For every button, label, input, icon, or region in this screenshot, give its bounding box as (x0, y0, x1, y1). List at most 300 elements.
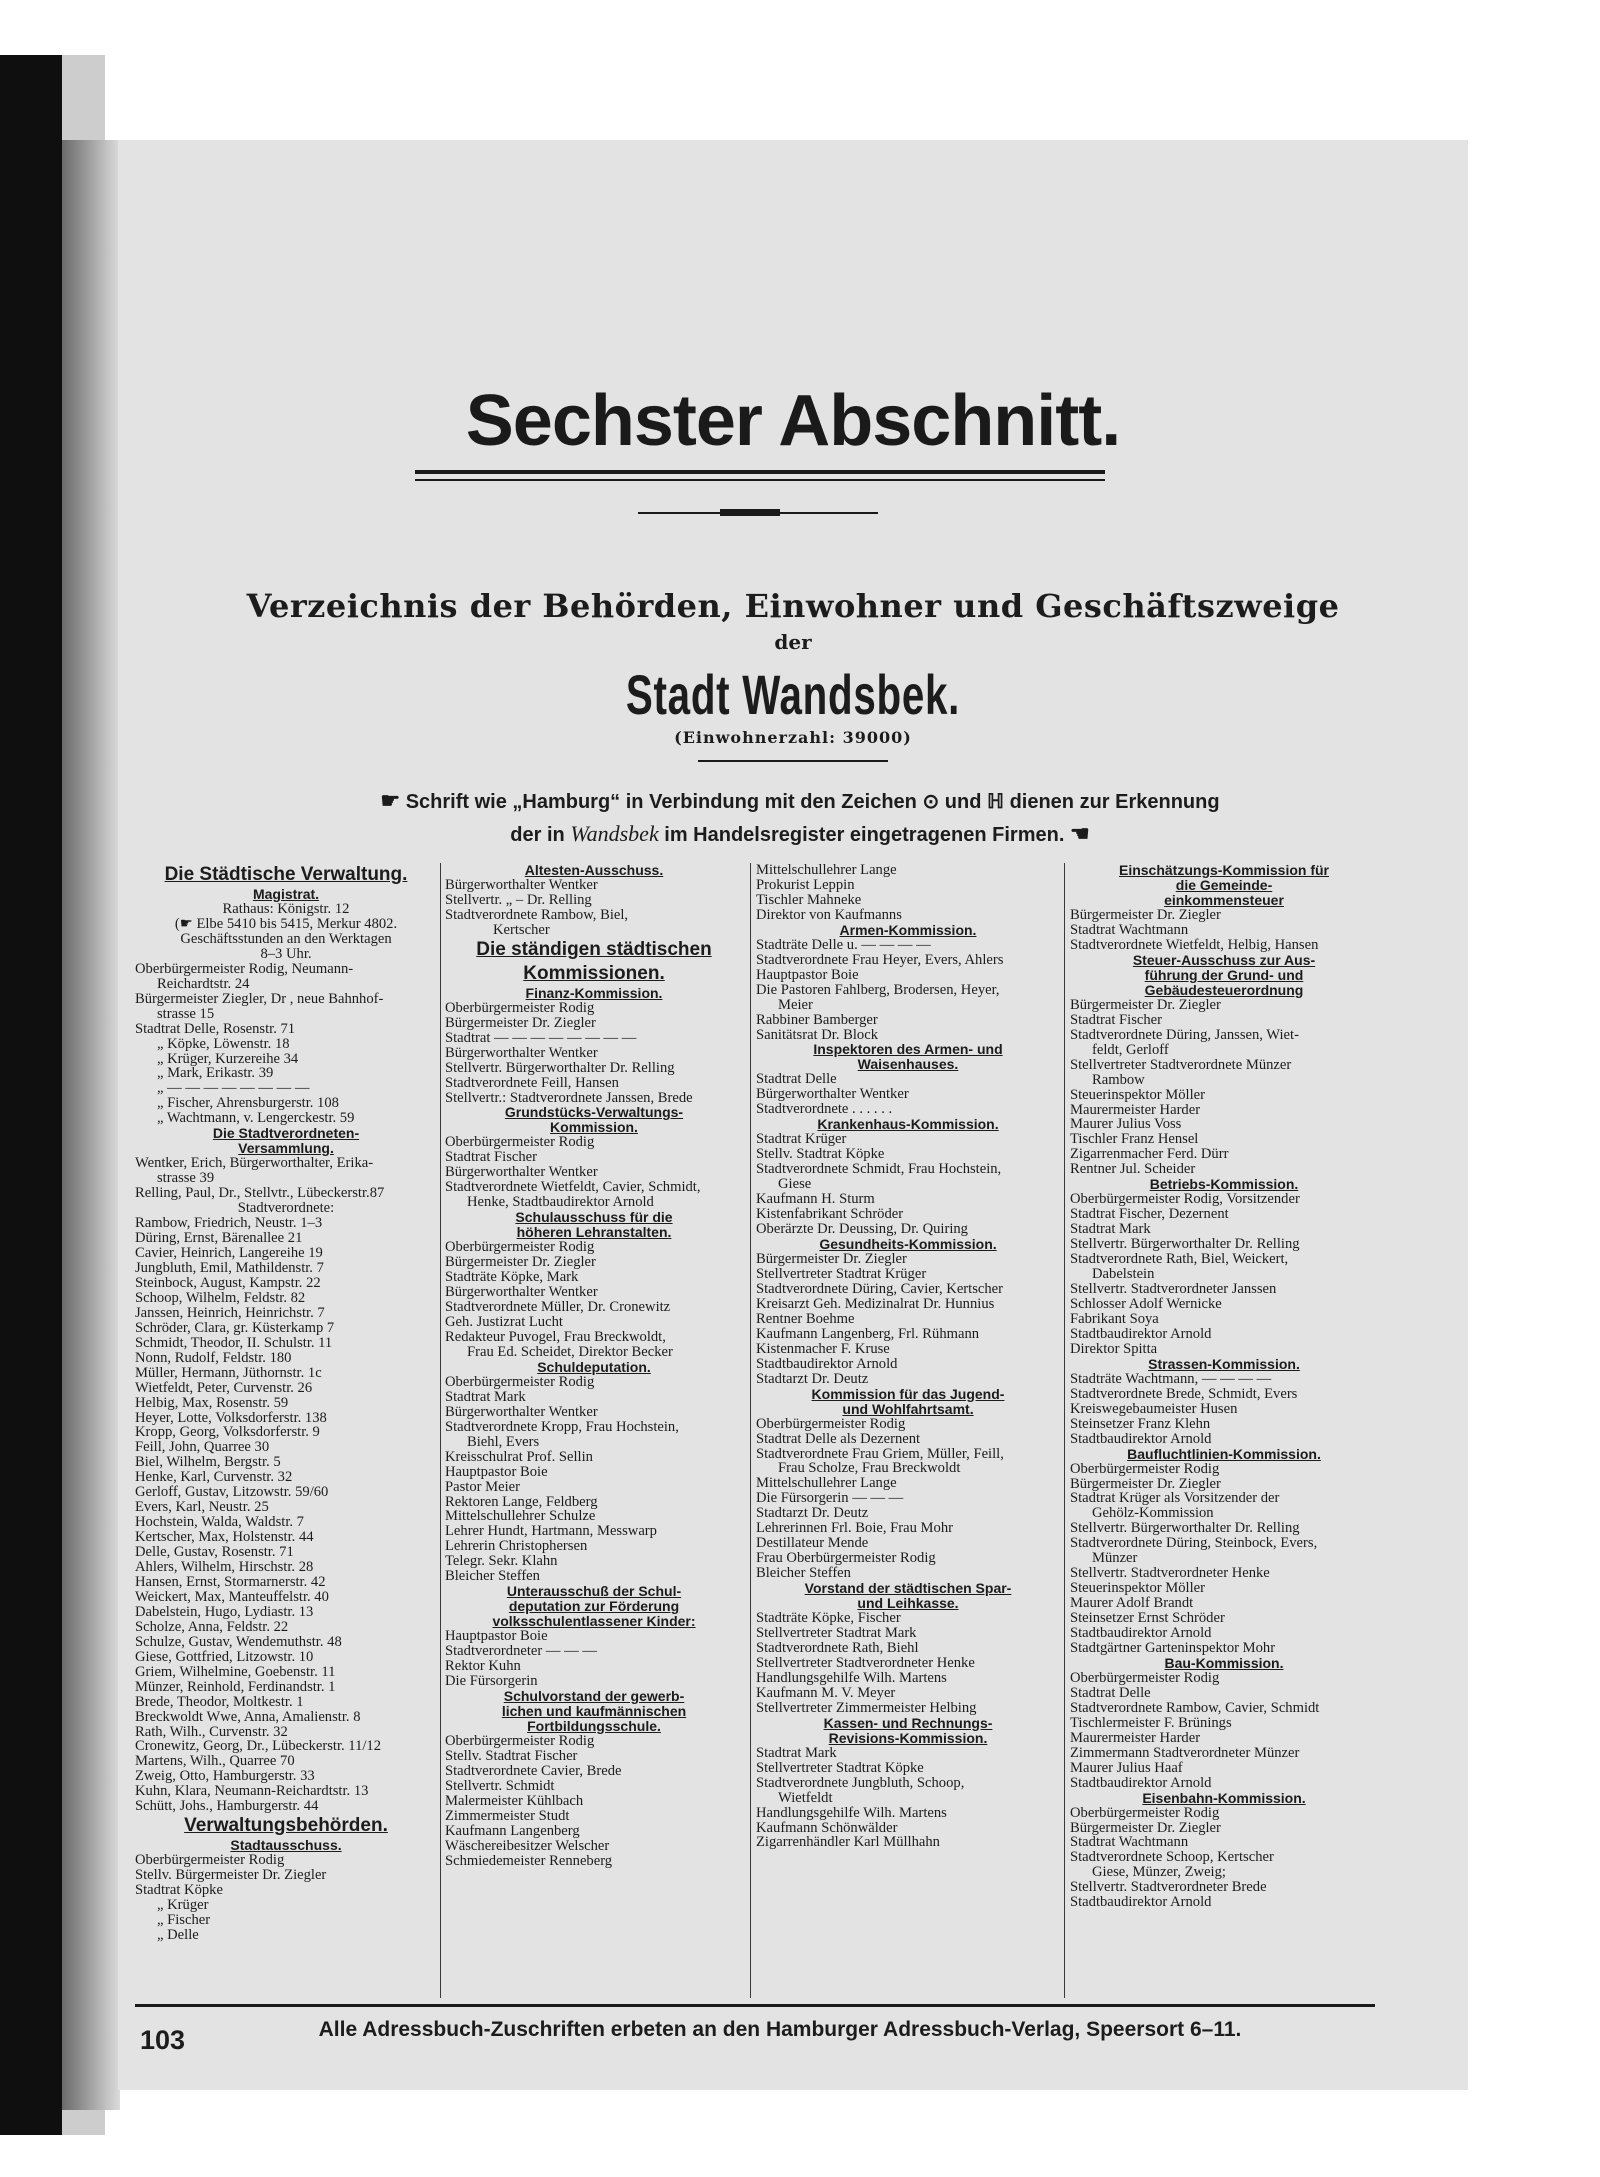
directory-entry: Zimmermann Stadtverordneter Münzer (1070, 1745, 1300, 1761)
section-heading: Schulausschuss für die (515, 1210, 673, 1226)
directory-entry: Tischler Mahneke (756, 892, 862, 908)
section-heading: führung der Grund- und (1144, 967, 1304, 983)
directory-entry: Nonn, Rudolf, Feldstr. 180 (135, 1350, 292, 1366)
directory-column-3 (756, 863, 1060, 1998)
directory-entry: Steinsetzer Ernst Schröder (1070, 1611, 1225, 1627)
section-heading: Revisions-Kommission. (828, 1730, 988, 1746)
directory-entry: Stadtverordnete Rath, Biehl (756, 1640, 919, 1656)
directory-entry: Stadtbaudirektor Arnold (1070, 1775, 1212, 1791)
directory-entry: Bürgerworthalter Wentker (445, 1045, 598, 1061)
directory-entry: Steinbock, August, Kampstr. 22 (135, 1275, 321, 1291)
section-heading: Die Städtische Verwaltung. (164, 864, 408, 885)
directory-entry: Handlungsgehilfe Wilh. Martens (756, 1805, 947, 1821)
directory-entry: Stadtrat — — — — — — — — (445, 1030, 637, 1046)
directory-entry: „ Fischer, Ahrensburgerstr. 108 (157, 1096, 339, 1112)
section-heading: Schuldeputation. (537, 1359, 651, 1375)
directory-entry: Kaufmann Langenberg, Frl. Rühmann (756, 1326, 980, 1342)
footer-rule (135, 2004, 1375, 2007)
directory-entry: Griem, Wilhelmine, Goebenstr. 11 (135, 1664, 336, 1680)
section-heading: Bau-Kommission. (1164, 1655, 1284, 1671)
directory-entry: Bürgermeister Dr. Ziegler (445, 1015, 596, 1031)
note-text: Schrift wie (405, 791, 507, 813)
register-note-line-2 (255, 818, 1345, 851)
directory-entry: Bürgermeister Dr. Ziegler (1070, 997, 1221, 1013)
directory-entry: Stellvertr. Bürgerworthalter Dr. Relling (1070, 1521, 1300, 1537)
directory-entry: Stellvertreter Stadtrat Krüger (756, 1266, 927, 1282)
directory-entry: Stadtverordnete Cavier, Brede (445, 1763, 622, 1779)
directory-entry: Oberbürgermeister Rodig (445, 1000, 595, 1016)
directory-entry: Stadtarzt Dr. Deutz (756, 1371, 869, 1387)
column-divider (1064, 863, 1065, 1998)
directory-entry: Janssen, Heinrich, Heinrichstr. 7 (135, 1305, 325, 1321)
ornamental-divider-center (720, 509, 780, 516)
directory-entry: Zweig, Otto, Hamburgerstr. 33 (135, 1769, 315, 1785)
directory-entry: Oberbürgermeister Rodig (445, 1135, 595, 1151)
directory-entry: Bürgermeister Dr. Ziegler (756, 1252, 907, 1267)
directory-column-2 (445, 863, 743, 1998)
directory-entry: Schmidt, Theodor, II. Schulstr. 11 (135, 1335, 333, 1351)
directory-entry: Oberärzte Dr. Deussing, Dr. Quiring (756, 1222, 968, 1238)
section-heading: und Leihkasse. (857, 1596, 959, 1612)
note-font-sample: „Hamburg“ (512, 791, 621, 813)
directory-entry: Meier (778, 997, 813, 1013)
heading-der: der (774, 630, 812, 654)
directory-entry: Henke, Stadtbaudirektor Arnold (467, 1195, 654, 1211)
directory-entry: Heyer, Lotte, Volksdorferstr. 138 (135, 1410, 327, 1426)
note-text: und (944, 791, 982, 813)
section-heading: einkommensteuer (1164, 893, 1284, 908)
directory-entry: Kaufmann M. V. Meyer (756, 1685, 896, 1701)
directory-entry: „ — — — — — — — — (157, 1081, 310, 1097)
directory-column-4 (1070, 863, 1378, 1998)
directory-entry: Redakteur Puvogel, Frau Breckwoldt, (445, 1329, 666, 1345)
directory-entry: Fabrikant Soya (1070, 1311, 1159, 1327)
directory-entry: Scholze, Anna, Feldstr. 22 (135, 1619, 289, 1635)
title-underline (415, 470, 1105, 474)
directory-entry: Malermeister Kühlbach (445, 1793, 584, 1809)
directory-entry: Frau Ed. Scheidet, Direktor Becker (467, 1344, 673, 1360)
section-title: Sechster Abschnitt. (465, 381, 1121, 461)
directory-entry: Stadtrat Wachtmann (1070, 1835, 1189, 1851)
directory-entry: Stadträte Köpke, Fischer (756, 1611, 901, 1627)
section-heading: lichen und kaufmännischen (501, 1704, 687, 1720)
directory-entry: Bürgermeister Ziegler, Dr , neue Bahnhof- (135, 991, 384, 1007)
directory-entry: Gehölz-Kommission (1092, 1506, 1214, 1522)
directory-entry: Maurer Julius Voss (1070, 1117, 1182, 1133)
section-heading: Armen-Kommission. (839, 922, 977, 938)
directory-entry: Stellvertr.: Stadtverordnete Janssen, Brede (445, 1090, 693, 1106)
directory-entry: Stadtgärtner Garteninspektor Mohr (1070, 1640, 1276, 1656)
directory-entry: „ Delle (157, 1928, 199, 1943)
directory-entry: Mittelschullehrer Lange (756, 863, 897, 878)
directory-entry: Stellvertr. Schmidt (445, 1778, 555, 1794)
directory-entry: Hauptpastor Boie (445, 1629, 548, 1645)
directory-heading: Verzeichnis der Behörden, Einwohner und Geschäftszweige (246, 587, 1340, 625)
page-gutter-shadow (62, 140, 120, 2110)
directory-entry: Giese, Münzer, Zweig; (1092, 1865, 1226, 1881)
directory-entry: Stadtrat Wachtmann (1070, 922, 1189, 938)
directory-entry: Die Fürsorgerin (445, 1674, 538, 1690)
directory-entry: Stadträte Delle u. — — — — (756, 937, 931, 953)
directory-entry: Bürgerworthalter Wentker (445, 1285, 598, 1301)
directory-entry: Bürgerworthalter Wentker (756, 1087, 909, 1103)
directory-entry: Stadtbaudirektor Arnold (1070, 1326, 1212, 1342)
directory-entry: Kertscher (493, 922, 550, 938)
section-heading: Krankenhaus-Kommission. (817, 1117, 999, 1133)
directory-entry: Mittelschullehrer Schulze (445, 1509, 596, 1525)
directory-entry: Stadtrat Delle, Rosenstr. 71 (135, 1021, 296, 1037)
directory-entry: Oberbürgermeister Rodig (135, 1853, 285, 1869)
directory-entry: Wietfeldt (778, 1790, 833, 1806)
section-heading: Die Stadtverordneten- (212, 1126, 360, 1142)
directory-entry: Mittelschullehrer Lange (756, 1476, 897, 1492)
section-heading: Fortbildungsschule. (527, 1719, 661, 1735)
directory-entry: Dabelstein (1092, 1267, 1155, 1283)
section-heading: Einschätzungs-Kommission für (1118, 863, 1330, 878)
directory-entry: Destillateur Mende (756, 1536, 869, 1552)
directory-entry: Henke, Karl, Curvenstr. 32 (135, 1470, 293, 1486)
directory-entry: Lehrerinnen Frl. Boie, Frau Mohr (756, 1521, 953, 1537)
directory-entry: Stadtverordnete . . . . . . (756, 1102, 893, 1118)
directory-entry: Oberbürgermeister Rodig (445, 1734, 595, 1749)
directory-entry: Frau Scholze, Frau Breckwoldt (778, 1461, 961, 1477)
directory-entry: Stadtrat Mark (756, 1745, 837, 1761)
directory-entry: Rektoren Lange, Feldberg (445, 1494, 598, 1510)
note-text: in Verbindung mit den Zeichen (625, 791, 917, 813)
directory-entry: Schütt, Johs., Hamburgerstr. 44 (135, 1799, 319, 1815)
directory-entry: Kaufmann Schönwälder (756, 1820, 898, 1836)
directory-entry: Evers, Karl, Neustr. 25 (135, 1500, 269, 1516)
directory-entry: Kistenfabrikant Schröder (756, 1207, 904, 1223)
circle-dot-icon: ⊙ (922, 791, 940, 813)
directory-entry: Reichardtstr. 24 (157, 976, 250, 992)
directory-entry: Stadtverordnete Rath, Biel, Weickert, (1070, 1252, 1289, 1268)
directory-entry: Sanitätsrat Dr. Block (756, 1027, 879, 1043)
directory-entry: Schoop, Wilhelm, Feldstr. 82 (135, 1290, 306, 1306)
section-heading: Baufluchtlinien-Kommission. (1127, 1446, 1321, 1462)
directory-entry: Steinsetzer Franz Klehn (1070, 1416, 1211, 1432)
section-heading: Gebäudesteuerordnung (1144, 982, 1304, 998)
directory-entry: Bleicher Steffen (756, 1566, 851, 1582)
section-heading: Vorstand der städtischen Spar- (804, 1581, 1012, 1597)
directory-entry: Stellv. Bürgermeister Dr. Ziegler (135, 1868, 327, 1884)
directory-entry: Stadtverordnete Brede, Schmidt, Evers (1070, 1386, 1298, 1402)
directory-entry: Stadtverordnete Rambow, Biel, (445, 907, 629, 923)
section-heading: und Wohlfahrtsamt. (842, 1401, 974, 1417)
directory-entry: Stellvertr. Stadtverordneter Brede (1070, 1880, 1267, 1896)
directory-entry: Giese, Gottfried, Litzowstr. 10 (135, 1649, 314, 1665)
directory-entry: Bürgermeister Dr. Ziegler (1070, 1820, 1221, 1836)
directory-entry: Wietfeldt, Peter, Curvenstr. 26 (135, 1380, 313, 1396)
directory-entry: „ Fischer (157, 1913, 211, 1928)
note-text: im Handelsregister eingetragenen Firmen. (664, 824, 1065, 846)
directory-entry: Oberbürgermeister Rodig (756, 1416, 906, 1432)
directory-entry: Stellvertreter Stadtverordnete Münzer (1070, 1057, 1292, 1073)
directory-entry: Rath, Wilh., Curvenstr. 32 (135, 1724, 288, 1740)
note-text: der in (510, 824, 565, 846)
section-heading: Gesundheits-Kommission. (819, 1237, 997, 1253)
section-heading: Waisenhauses. (857, 1057, 959, 1073)
directory-entry: Stadtrat Delle als Dezernent (756, 1431, 921, 1447)
section-heading: Kommission. (550, 1120, 638, 1136)
directory-entry: Geh. Justizrat Lucht (445, 1315, 563, 1330)
title-underline-thin (415, 479, 1105, 481)
directory-entry: Wentker, Erich, Bürgerworthalter, Erika- (135, 1156, 374, 1172)
directory-entry: Oberbürgermeister Rodig (1070, 1461, 1220, 1477)
directory-entry: „ Wachtmann, v. Lengerckestr. 59 (157, 1111, 355, 1127)
directory-entry: Weickert, Max, Manteuffelstr. 40 (135, 1589, 329, 1605)
directory-entry: Tischler Franz Hensel (1070, 1132, 1199, 1148)
section-heading: höheren Lehranstalten. (516, 1225, 672, 1241)
directory-entry: Stadtrat Fischer (1070, 1012, 1163, 1028)
pointing-hand-right-icon: ☛ (380, 788, 401, 813)
directory-entry: Kreisschulrat Prof. Sellin (445, 1449, 593, 1465)
directory-entry: Hansen, Ernst, Stormarnerstr. 42 (135, 1574, 326, 1590)
register-mark-icon: ℍ (987, 791, 1004, 813)
directory-entry: Münzer, Reinhold, Ferdinandstr. 1 (135, 1679, 336, 1695)
directory-entry: Rektor Kuhn (445, 1659, 521, 1675)
directory-entry: Schmiedemeister Renneberg (445, 1853, 613, 1869)
directory-entry: Rambow, Friedrich, Neustr. 1–3 (135, 1216, 323, 1232)
directory-entry: Pastor Meier (445, 1479, 520, 1495)
section-heading: Kommission für das Jugend- (811, 1386, 1005, 1402)
directory-entry: Kaufmann Langenberg (445, 1823, 580, 1839)
directory-entry: Bürgerworthalter Wentker (445, 1404, 598, 1420)
section-heading: Die ständigen städtischen (476, 938, 712, 960)
directory-entry: Rambow (1092, 1072, 1145, 1088)
population-divider (698, 760, 888, 762)
directory-entry: Steuerinspektor Möller (1070, 1087, 1205, 1103)
directory-entry: Brede, Theodor, Moltkestr. 1 (135, 1694, 304, 1710)
directory-entry: Stadtverordnete Frau Griem, Müller, Feill, (756, 1446, 1004, 1462)
directory-entry: Die Fürsorgerin — — — (756, 1491, 904, 1507)
directory-entry: Rentner Jul. Scheider (1070, 1162, 1196, 1178)
directory-entry: Rentner Boehme (756, 1311, 855, 1327)
directory-entry: Stadtverordnete Schoop, Kertscher (1070, 1850, 1274, 1866)
directory-entry: Kertscher, Max, Holstenstr. 44 (135, 1530, 314, 1546)
directory-entry: Stadtverordnete Kropp, Frau Hochstein, (445, 1419, 679, 1435)
directory-entry: Stadtverordnete Düring, Janssen, Wiet- (1070, 1027, 1299, 1043)
directory-entry: Lehrer Hundt, Hartmann, Messwarp (445, 1524, 657, 1540)
section-heading: Kommissionen. (523, 962, 665, 984)
directory-entry: Stellvertreter Stadtverordneter Henke (756, 1655, 975, 1671)
directory-entry: Stadtrat Delle (1070, 1685, 1151, 1701)
section-heading: Inspektoren des Armen- und (813, 1042, 1003, 1058)
section-heading: Altesten-Ausschuss. (524, 863, 664, 878)
column-divider (750, 863, 751, 1998)
directory-entry: Rabbiner Bamberger (756, 1012, 878, 1028)
note-text: dienen zur Erkennung (1009, 791, 1220, 813)
directory-entry: Stadtverordnete Müller, Dr. Cronewitz (445, 1300, 671, 1316)
directory-entry: Stadtbaudirektor Arnold (1070, 1626, 1212, 1641)
directory-entry: Stadtverordnete Frau Heyer, Evers, Ahlers (756, 952, 1004, 968)
directory-entry: Kropp, Georg, Volksdorferstr. 9 (135, 1425, 320, 1441)
directory-entry: Bürgerworthalter Wentker (445, 1165, 598, 1181)
section-heading: Eisenbahn-Kommission. (1142, 1790, 1306, 1806)
directory-entry: Bürgermeister Dr. Ziegler (445, 1255, 596, 1271)
directory-entry: Stadtverordnete Rambow, Cavier, Schmidt (1070, 1700, 1320, 1716)
directory-entry: Oberbürgermeister Rodig (1070, 1805, 1220, 1821)
section-heading: Grundstücks-Verwaltungs- (504, 1105, 684, 1121)
directory-entry: Stadtverordnete Düring, Cavier, Kertscher (756, 1281, 1004, 1297)
directory-entry: Stadtrat Krüger (756, 1132, 847, 1148)
directory-entry: Telegr. Sekr. Klahn (445, 1554, 558, 1570)
directory-entry: Hochstein, Walda, Waldstr. 7 (135, 1515, 304, 1531)
directory-entry: Ahlers, Wilhelm, Hirschstr. 28 (135, 1560, 314, 1575)
directory-entry: Müller, Hermann, Jüthornstr. 1c (135, 1365, 322, 1381)
register-note (255, 785, 1345, 851)
directory-entry: Stadtrat Fischer (445, 1150, 538, 1166)
directory-entry: Zimmermeister Studt (445, 1808, 570, 1824)
directory-entry: Oberbürgermeister Rodig, Vorsitzender (1070, 1192, 1300, 1208)
directory-entry: Zigarrenhändler Karl Müllhahn (756, 1835, 940, 1851)
directory-entry: Hauptpastor Boie (445, 1464, 548, 1480)
directory-entry: Oberbürgermeister Rodig (445, 1240, 595, 1256)
directory-column-1 (135, 863, 437, 1998)
directory-entry: Stadtrat Delle (756, 1072, 837, 1088)
section-heading: Kassen- und Rechnungs- (823, 1715, 993, 1731)
directory-entry: Düring, Ernst, Bärenallee 21 (135, 1231, 303, 1247)
directory-entry: Bürgermeister Dr. Ziegler (1070, 908, 1221, 923)
register-note-line-1 (255, 785, 1345, 818)
directory-entry: Stadtbaudirektor Arnold (1070, 1895, 1212, 1911)
directory-entry: (☛ Elbe 5410 bis 5415, Merkur 4802. (174, 916, 398, 932)
directory-entry: Stellvertr. „ – Dr. Relling (445, 892, 592, 908)
section-heading: volksschulentlassener Kinder: (492, 1614, 696, 1630)
directory-entry: Rathaus: Königstr. 12 (222, 902, 350, 917)
directory-entry: Kuhn, Klara, Neumann-Reichardtstr. 13 (135, 1784, 369, 1800)
directory-entry: Die Pastoren Fahlberg, Brodersen, Heyer, (756, 982, 1000, 998)
column-divider (440, 863, 441, 1998)
directory-entry: Maurermeister Harder (1070, 1730, 1201, 1746)
directory-entry: Stellv. Stadtrat Fischer (445, 1748, 578, 1764)
directory-entry: Stadträte Wachtmann, — — — — (1070, 1371, 1272, 1387)
directory-entry: Helbig, Max, Rosenstr. 59 (135, 1395, 289, 1411)
directory-entry: Dabelstein, Hugo, Lydiastr. 13 (135, 1604, 314, 1620)
directory-entry: Bleicher Steffen (445, 1569, 540, 1585)
section-heading: die Gemeinde- (1175, 878, 1273, 893)
population-note: (Einwohnerzahl: 39000) (674, 728, 912, 747)
directory-entry: Kreiswegebaumeister Husen (1070, 1401, 1238, 1417)
directory-entry: Stadtverordneter — — — (445, 1644, 597, 1660)
section-heading: Unterausschuß der Schul- (506, 1584, 682, 1600)
directory-entry: Tischlermeister F. Brünings (1070, 1715, 1232, 1731)
directory-entry: Stellvertreter Zimmermeister Helbing (756, 1700, 977, 1716)
directory-entry: Lehrerin Christophersen (445, 1539, 588, 1555)
directory-entry: „ Krüger, Kurzereihe 34 (157, 1051, 299, 1067)
directory-entry: Stellvertr. Bürgerworthalter Dr. Relling (445, 1060, 675, 1076)
directory-entry: Stellv. Stadtrat Köpke (756, 1147, 885, 1163)
directory-entry: Stadtverordnete Düring, Steinbock, Evers, (1070, 1536, 1318, 1552)
directory-entry: Handlungsgehilfe Wilh. Martens (756, 1670, 947, 1686)
directory-entry: strasse 39 (157, 1171, 215, 1187)
directory-entry: Stellvertreter Stadtrat Köpke (756, 1760, 924, 1776)
directory-entry: Stadtverordnete: (237, 1201, 335, 1217)
directory-entry: Stadtverordnete Schmidt, Frau Hochstein, (756, 1162, 1002, 1178)
directory-entry: Giese (778, 1177, 812, 1193)
directory-entry: Direktor von Kaufmanns (756, 907, 902, 923)
directory-entry: Bürgermeister Dr. Ziegler (1070, 1476, 1221, 1492)
directory-entry: Cavier, Heinrich, Langereihe 19 (135, 1246, 323, 1261)
directory-entry: Breckwoldt Wwe, Anna, Amalienstr. 8 (135, 1709, 361, 1725)
directory-entry: Frau Oberbürgermeister Rodig (756, 1551, 936, 1567)
directory-entry: Stadtrat Mark (445, 1389, 526, 1405)
directory-entry: Stadtarzt Dr. Deutz (756, 1506, 869, 1522)
directory-entry: Oberbürgermeister Rodig (445, 1374, 595, 1390)
directory-entry: „ Mark, Erikastr. 39 (157, 1066, 274, 1082)
directory-entry: feldt, Gerloff (1092, 1042, 1169, 1058)
directory-entry: Prokurist Leppin (756, 877, 855, 893)
directory-entry: Stadtverordnete Wietfeldt, Helbig, Hansen (1070, 937, 1319, 953)
directory-entry: Stadtrat Mark (1070, 1222, 1151, 1238)
section-heading: Stadtausschuss. (230, 1838, 342, 1854)
directory-entry: Wäschereibesitzer Welscher (445, 1838, 610, 1854)
directory-entry: Schröder, Clara, gr. Küsterkamp 7 (135, 1320, 335, 1336)
page-number: 103 (140, 2025, 186, 2055)
directory-entry: Stadtverordnete Feill, Hansen (445, 1075, 619, 1091)
directory-entry: Stellvertr. Bürgerworthalter Dr. Relling (1070, 1237, 1300, 1253)
directory-entry: Stadtrat Krüger als Vorsitzender der (1070, 1491, 1280, 1507)
directory-entry: Relling, Paul, Dr., Stellvtr., Lübeckerstr.87 (135, 1186, 385, 1202)
directory-entry: Kistenmacher F. Kruse (756, 1341, 890, 1357)
directory-entry: Oberbürgermeister Rodig (1070, 1670, 1220, 1686)
directory-entry: Stadtbaudirektor Arnold (1070, 1431, 1212, 1447)
directory-entry: „ Krüger (157, 1898, 209, 1914)
footer-notice: Alle Adressbuch-Zuschriften erbeten an den Hamburger Adressbuch-Verlag, Speersort 6–11. (318, 2018, 1242, 2041)
section-heading: Magistrat. (252, 887, 320, 902)
section-heading: Versammlung. (238, 1141, 334, 1157)
directory-entry: Schulze, Gustav, Wendemuthstr. 48 (135, 1634, 342, 1650)
directory-entry: Stellvertreter Stadtrat Mark (756, 1626, 917, 1641)
directory-entry: Kreisarzt Geh. Medizinalrat Dr. Hunnius (756, 1296, 995, 1312)
directory-entry: Stadtrat Köpke (135, 1883, 223, 1899)
pointing-hand-left-icon: ☚ (1069, 821, 1090, 846)
directory-entry: Biel, Wilhelm, Bergstr. 5 (135, 1455, 281, 1471)
directory-entry: Stadtbaudirektor Arnold (756, 1356, 898, 1372)
directory-entry: Stadträte Köpke, Mark (445, 1270, 579, 1286)
directory-entry: Martens, Wilh., Quarree 70 (135, 1754, 295, 1770)
directory-entry: Hauptpastor Boie (756, 967, 859, 983)
section-heading: Schulvorstand der gewerb- (503, 1689, 685, 1705)
directory-entry: Zigarrenmacher Ferd. Dürr (1070, 1147, 1229, 1163)
section-heading: Strassen-Kommission. (1148, 1356, 1300, 1372)
directory-entry: strasse 15 (157, 1006, 215, 1022)
directory-entry: Cronewitz, Georg, Dr., Lübeckerstr. 11/12 (135, 1739, 382, 1755)
directory-entry: Stadtverordnete Jungbluth, Schoop, (756, 1775, 965, 1791)
directory-entry: Maurer Julius Haaf (1070, 1760, 1183, 1776)
section-heading: Betriebs-Kommission. (1149, 1177, 1299, 1193)
section-heading: Finanz-Kommission. (525, 985, 663, 1001)
directory-entry: Jungbluth, Emil, Mathildenstr. 7 (135, 1260, 324, 1276)
directory-entry: 8–3 Uhr. (260, 946, 312, 962)
directory-entry: Schlosser Adolf Wernicke (1070, 1296, 1222, 1312)
directory-entry: Stadtverordnete Wietfeldt, Cavier, Schmidt, (445, 1180, 701, 1196)
directory-entry: Feill, John, Quarree 30 (135, 1440, 270, 1456)
directory-entry: Biehl, Evers (467, 1434, 540, 1450)
directory-entry: Maurermeister Harder (1070, 1102, 1201, 1118)
directory-entry: Oberbürgermeister Rodig, Neumann- (135, 961, 354, 977)
note-city-italic: Wandsbek (570, 821, 659, 846)
directory-entry: Steuerinspektor Möller (1070, 1581, 1205, 1597)
directory-entry: Münzer (1092, 1551, 1138, 1567)
directory-entry: Stadtrat Fischer, Dezernent (1070, 1207, 1229, 1223)
section-heading: deputation zur Förderung (508, 1599, 680, 1615)
section-heading: Verwaltungsbehörden. (184, 1815, 388, 1837)
city-title: Stadt Wandsbek. (625, 663, 961, 726)
directory-entry: Stellvertr. Stadtverordneter Janssen (1070, 1282, 1277, 1297)
directory-entry: Delle, Gustav, Rosenstr. 71 (135, 1545, 294, 1561)
section-heading: Steuer-Ausschuss zur Aus- (1132, 952, 1316, 968)
